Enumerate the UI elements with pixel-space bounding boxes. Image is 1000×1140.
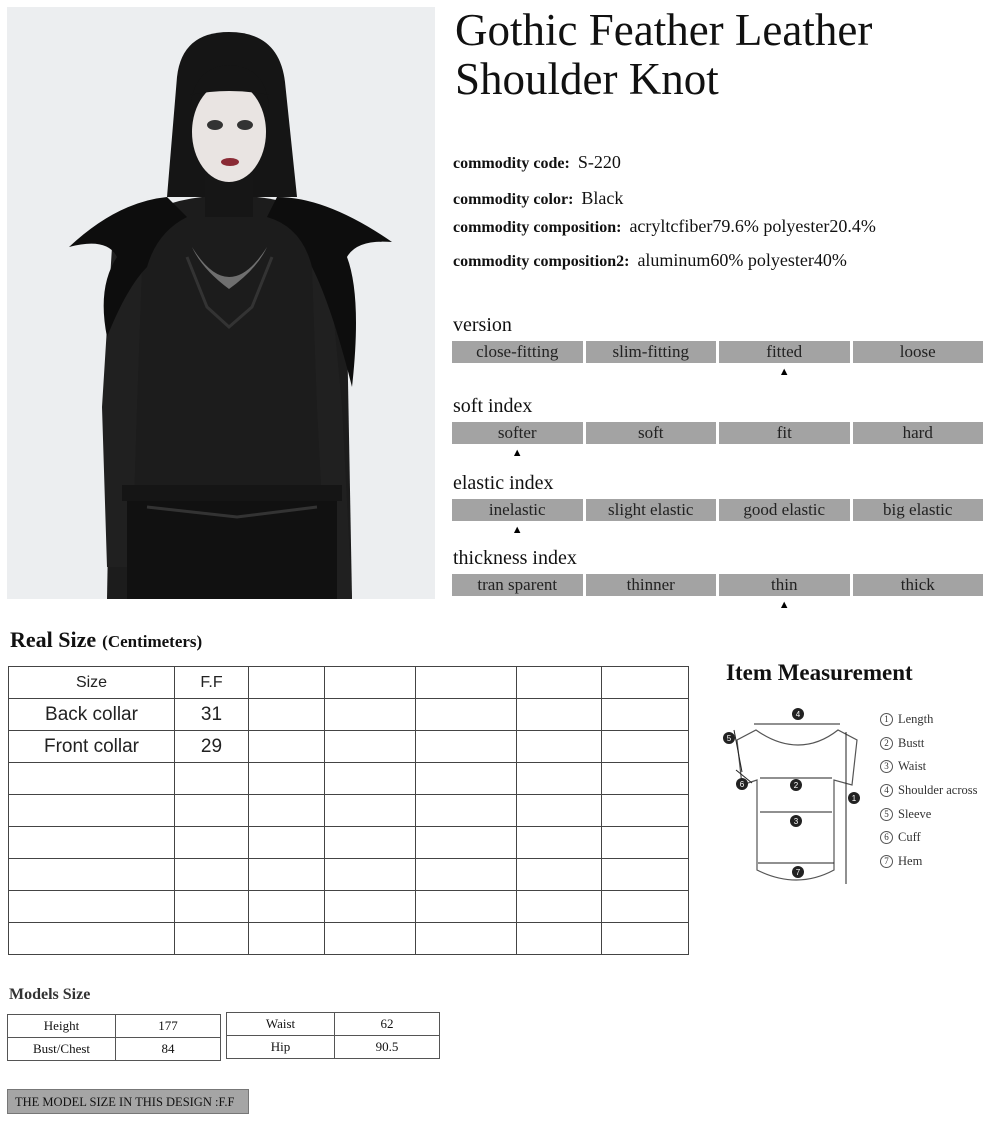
real-size-heading [10, 627, 202, 653]
table-cell [325, 667, 416, 699]
legend-item: 5 Sleeve [880, 807, 978, 831]
spec-value: Black [581, 188, 624, 208]
spec-commodity-color [453, 188, 623, 209]
selected-marker-icon: ▲ [511, 447, 523, 459]
spec-label: commodity composition2: [453, 253, 630, 270]
table-cell: Back collar [9, 699, 175, 731]
version-option: close-fitting [452, 341, 583, 363]
shirt-measurement-diagram [722, 700, 872, 895]
product-photo [7, 7, 435, 599]
soft-index-option: soft [586, 422, 717, 444]
spec-commodity-code [453, 152, 621, 173]
thickness-index-option: thick [853, 574, 984, 596]
legend-item: 1 Length [880, 712, 978, 736]
table-cell: Hip [227, 1036, 335, 1059]
spec-commodity-composition2 [453, 250, 847, 271]
soft-index-option: hard [853, 422, 984, 444]
measurement-legend [880, 712, 978, 878]
table-cell: Waist [227, 1013, 335, 1036]
svg-text:7: 7 [795, 868, 801, 877]
table-cell: 29 [175, 731, 249, 763]
legend-item: 3 Waist [880, 759, 978, 783]
table-cell: Front collar [9, 731, 175, 763]
table-cell [517, 667, 602, 699]
svg-text:6: 6 [739, 780, 745, 789]
table-cell [249, 667, 325, 699]
size-table [8, 666, 689, 955]
table-row [8, 1015, 221, 1038]
spec-commodity-composition [453, 216, 876, 237]
elastic-index-option-selected: inelastic ▲ [452, 499, 583, 521]
model-size-note: THE MODEL SIZE IN THIS DESIGN :F.F [7, 1089, 249, 1114]
models-size-table-left [7, 1014, 221, 1061]
soft-index-option: fit [719, 422, 850, 444]
table-row [9, 731, 689, 763]
spec-label: commodity composition: [453, 219, 622, 236]
models-size-title: Models Size [9, 986, 91, 1003]
table-cell: 84 [116, 1038, 221, 1061]
product-title: Gothic Feather Leather Shoulder Knot [455, 5, 873, 104]
version-option-selected: fitted ▲ [719, 341, 850, 363]
table-row [227, 1013, 440, 1036]
table-row [9, 827, 689, 859]
legend-item: 7 Hem [880, 854, 978, 878]
selected-marker-icon: ▲ [511, 524, 523, 536]
version-title: version [453, 314, 512, 336]
svg-text:5: 5 [726, 734, 732, 743]
table-cell: Bust/Chest [8, 1038, 116, 1061]
table-cell: 62 [335, 1013, 440, 1036]
spec-label: commodity color: [453, 191, 574, 208]
elastic-index-option: good elastic [719, 499, 850, 521]
thickness-index-option: thinner [586, 574, 717, 596]
version-option: slim-fitting [586, 341, 717, 363]
table-row [9, 763, 689, 795]
table-cell [416, 667, 517, 699]
table-header-cell: Size [9, 667, 175, 699]
soft-index-title: soft index [453, 395, 533, 417]
models-size-table-right [226, 1012, 440, 1059]
soft-index-bar [452, 422, 983, 459]
spec-value: acryltcfiber79.6% polyester20.4% [629, 216, 876, 236]
table-cell: 90.5 [335, 1036, 440, 1059]
legend-item: 6 Cuff [880, 830, 978, 854]
elastic-index-option: slight elastic [586, 499, 717, 521]
spec-value: S-220 [577, 152, 621, 172]
real-size-title: Real Size [10, 627, 97, 652]
table-row [9, 923, 689, 955]
version-bar [452, 341, 983, 378]
spec-label: commodity code: [453, 155, 570, 172]
thickness-index-bar [452, 574, 983, 611]
table-cell [602, 667, 689, 699]
selected-marker-icon: ▲ [778, 366, 790, 378]
table-cell: 31 [175, 699, 249, 731]
table-header-row [9, 667, 689, 699]
table-row [9, 795, 689, 827]
thickness-index-option: tran sparent [452, 574, 583, 596]
svg-text:1: 1 [851, 794, 857, 803]
table-cell: 177 [116, 1015, 221, 1038]
table-header-cell: F.F [175, 667, 249, 699]
table-row [9, 859, 689, 891]
item-measurement-title: Item Measurement [726, 660, 913, 685]
version-option: loose [853, 341, 984, 363]
thickness-index-title: thickness index [453, 547, 577, 569]
spec-value: aluminum60% polyester40% [637, 250, 847, 270]
legend-item: 2 Bustt [880, 736, 978, 760]
table-row [8, 1038, 221, 1061]
soft-index-option-selected: softer ▲ [452, 422, 583, 444]
legend-item: 4 Shoulder across [880, 783, 978, 807]
table-cell: Height [8, 1015, 116, 1038]
svg-text:4: 4 [795, 710, 801, 719]
elastic-index-title: elastic index [453, 472, 554, 494]
table-row [9, 891, 689, 923]
elastic-index-option: big elastic [853, 499, 984, 521]
elastic-index-bar [452, 499, 983, 536]
table-row [9, 699, 689, 731]
real-size-unit: (Centimeters) [102, 632, 203, 651]
selected-marker-icon: ▲ [778, 599, 790, 611]
svg-text:2: 2 [793, 781, 799, 790]
table-row [227, 1036, 440, 1059]
model-illustration [7, 7, 435, 599]
thickness-index-option-selected: thin ▲ [719, 574, 850, 596]
svg-text:3: 3 [793, 817, 799, 826]
